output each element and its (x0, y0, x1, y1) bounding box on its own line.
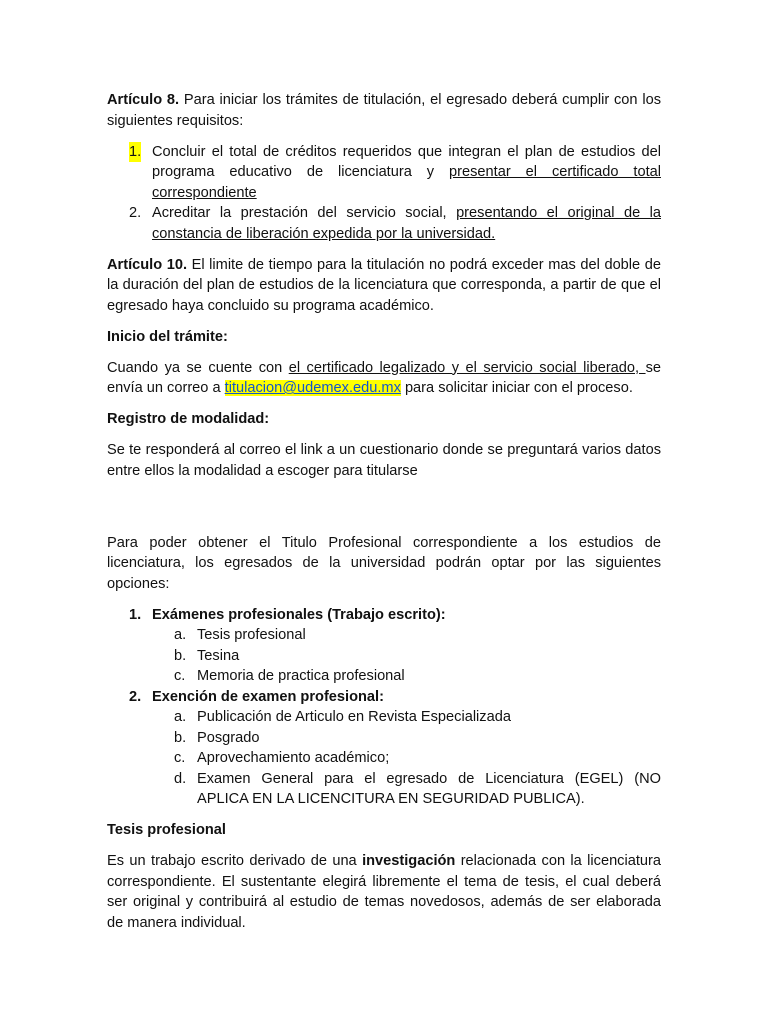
list-letter: a. (174, 627, 187, 643)
spacer (107, 492, 661, 533)
list-number: 2. (129, 205, 142, 221)
list-item (107, 203, 661, 244)
article-8-label: Artículo 8. (107, 92, 180, 108)
registro-heading: Registro de modalidad: (107, 411, 270, 427)
list-item (107, 707, 661, 728)
options-list (107, 605, 661, 810)
article-10-label: Artículo 10. (107, 256, 188, 273)
tesis-text: Es un trabajo escrito derivado de una (107, 853, 363, 869)
tesis-bold-text: investigación (362, 853, 456, 869)
sub-option-text: Posgrado (197, 729, 260, 746)
list-letter: c. (174, 750, 186, 766)
inicio-text: Cuando ya se cuente con (107, 359, 289, 376)
list-item (107, 646, 661, 667)
tesis-heading: Tesis profesional (107, 822, 226, 838)
list-letter: b. (174, 729, 187, 746)
document-body (107, 90, 661, 944)
list-number: 2. (129, 688, 142, 705)
registro-paragraph: Se te responderá al correo el link a un cuestionario donde se preguntará varios datos entre ellos la modalidad a escoger para titularse (107, 442, 661, 479)
requirement-text: Concluir el total de créditos requeridos que integran el plan de estudios del programa educativo de licenciatura y (152, 143, 661, 180)
list-item (107, 625, 661, 646)
list-item (107, 666, 661, 687)
article-8-paragraph (107, 90, 661, 131)
article-10-paragraph (107, 255, 661, 317)
sub-option-text: Examen General para el egresado de Licenciatura (EGEL) (NO APLICA EN LA LICENCITURA EN SEGURIDAD PUBLICA). (197, 770, 661, 807)
sub-options-list (107, 625, 661, 687)
option-title: Exención de examen profesional: (152, 688, 384, 705)
requirement-text: Acreditar la prestación del servicio social, (152, 205, 457, 221)
list-item (107, 769, 661, 810)
list-item (107, 687, 661, 810)
inicio-heading: Inicio del trámite: (107, 328, 228, 345)
list-letter: a. (174, 709, 187, 725)
tesis-paragraph (107, 851, 661, 933)
tesis-text: relacionada con la licenciatura correspondiente. El sustentante elegirá libremente el tema de tesis, el cual deberá ser original y contribuirá al estudio de temas novedosos, además de ser elaborada de manera individual. (107, 853, 661, 931)
list-letter: b. (174, 647, 187, 664)
requirement-underlined-text: presentar el certificado total correspondiente (152, 164, 661, 201)
opciones-intro-paragraph: Para poder obtener el Titulo Profesional correspondiente a los estudios de licenciatura, los egresados de la universidad podrán optar por las siguientes opciones: (107, 534, 661, 592)
sub-options-list (107, 707, 661, 810)
list-letter: d. (174, 770, 187, 787)
list-letter: c. (174, 668, 186, 684)
list-number: 1. (129, 142, 141, 163)
inicio-text: se envía un correo a (107, 359, 661, 396)
requirement-underlined-text: presentando el original de la constancia de liberación expedida por la universidad. (152, 205, 661, 242)
list-item (107, 142, 661, 204)
option-title: Exámenes profesionales (Trabajo escrito): (152, 606, 446, 623)
sub-option-text: Tesina (197, 647, 240, 664)
inicio-underlined-text: el certificado legalizado y el servicio social liberado, (288, 359, 646, 376)
article-10-text: El limite de tiempo para la titulación no podrá exceder mas del doble de la duración del plan de estudios de la licenciatura que corresponda, a partir de que el egresado haya concluido su programa académico. (107, 256, 661, 314)
requirements-list (107, 142, 661, 245)
article-8-text: Para iniciar los trámites de titulación, el egresado deberá cumplir con los siguientes requisitos: (107, 92, 661, 129)
list-item (107, 728, 661, 749)
sub-option-text: Aprovechamiento académico; (197, 750, 390, 766)
sub-option-text: Publicación de Articulo en Revista Especializada (197, 709, 511, 725)
list-item (107, 605, 661, 687)
email-link[interactable]: titulacion@udemex.edu.mx (224, 380, 401, 396)
inicio-text: para solicitar iniciar con el proceso. (400, 380, 633, 396)
sub-option-text: Memoria de practica profesional (197, 668, 405, 684)
list-item (107, 748, 661, 769)
sub-option-text: Tesis profesional (197, 627, 306, 643)
inicio-paragraph (107, 358, 661, 399)
list-number: 1. (129, 606, 142, 623)
